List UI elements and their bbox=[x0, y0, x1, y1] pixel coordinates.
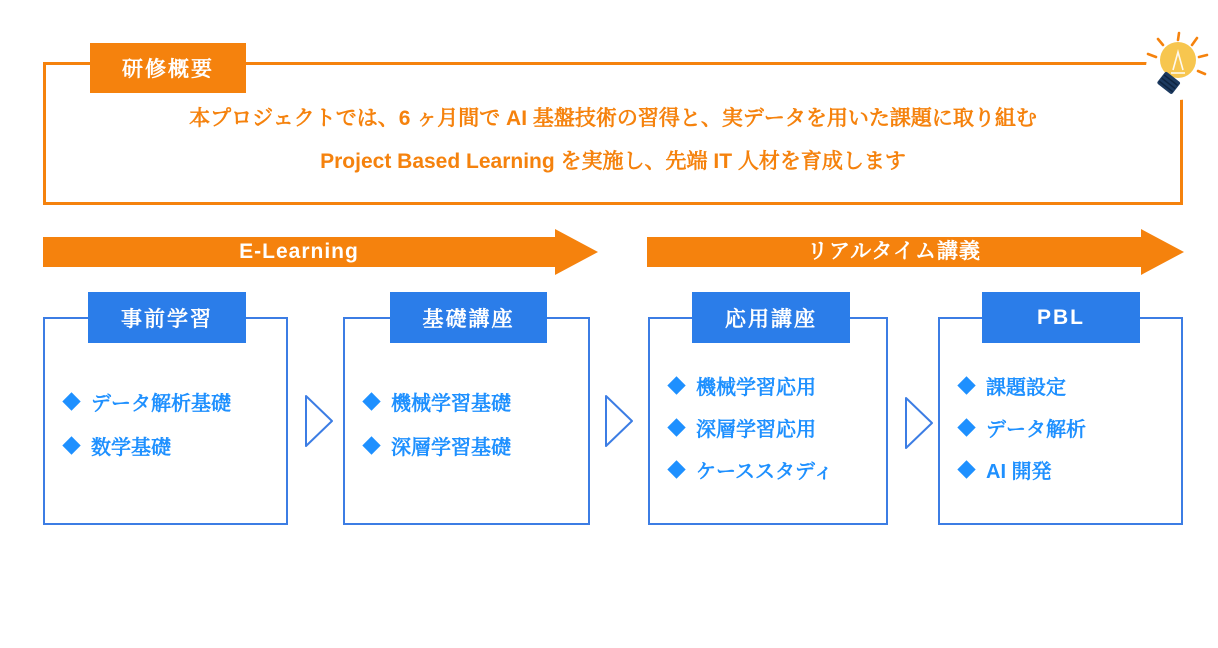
course-header-applied: 応用講座 bbox=[692, 292, 850, 343]
course-item-list bbox=[650, 319, 886, 490]
course-item-label: 機械学習基礎 bbox=[391, 392, 511, 415]
course-box-pre-learning bbox=[43, 317, 288, 525]
diamond-bullet-icon bbox=[362, 392, 380, 410]
course-item-label: 数学基礎 bbox=[91, 436, 171, 459]
course-item-label: ケーススタディ bbox=[696, 460, 834, 483]
list-item bbox=[940, 406, 1181, 448]
course-item-label: 深層学習基礎 bbox=[391, 436, 511, 459]
banner-label-elearning: E-Learning bbox=[239, 240, 359, 263]
diamond-bullet-icon bbox=[667, 460, 685, 478]
overview-label: 研修概要 bbox=[90, 43, 246, 93]
diamond-bullet-icon bbox=[62, 392, 80, 410]
course-item-label: 深層学習応用 bbox=[696, 418, 816, 441]
flow-arrow-icon bbox=[303, 393, 335, 449]
course-header-pbl: PBL bbox=[982, 292, 1140, 343]
course-item-label: データ解析 bbox=[986, 418, 1086, 441]
course-item-list bbox=[940, 319, 1181, 490]
list-item bbox=[940, 448, 1181, 490]
list-item bbox=[940, 364, 1181, 406]
lightbulb-icon bbox=[1138, 28, 1216, 104]
list-item bbox=[650, 364, 886, 406]
course-box-applied bbox=[648, 317, 888, 525]
diamond-bullet-icon bbox=[957, 460, 975, 478]
course-item-label: 課題設定 bbox=[986, 376, 1066, 399]
overview-line-1: 本プロジェクトでは、6 ヶ月間で AI 基盤技術の習得と、実データを用いた課題に取り組む bbox=[189, 107, 1037, 130]
list-item bbox=[650, 448, 886, 490]
list-item bbox=[650, 406, 886, 448]
overview-line-2: Project Based Learning を実施し、先端 IT 人材を育成します bbox=[320, 150, 906, 173]
diamond-bullet-icon bbox=[957, 418, 975, 436]
course-item-label: AI 開発 bbox=[986, 460, 1052, 483]
diamond-bullet-icon bbox=[62, 436, 80, 454]
overview-description bbox=[43, 97, 1183, 183]
list-item bbox=[345, 423, 588, 467]
diamond-bullet-icon bbox=[362, 436, 380, 454]
list-item bbox=[45, 379, 286, 423]
course-item-label: データ解析基礎 bbox=[91, 392, 231, 415]
course-box-pbl bbox=[938, 317, 1183, 525]
course-box-basic bbox=[343, 317, 590, 525]
list-item bbox=[345, 379, 588, 423]
flow-arrow-icon bbox=[603, 393, 635, 449]
diamond-bullet-icon bbox=[667, 376, 685, 394]
diamond-bullet-icon bbox=[957, 376, 975, 394]
flow-arrow-icon bbox=[903, 395, 935, 451]
diamond-bullet-icon bbox=[667, 418, 685, 436]
course-header-basic: 基礎講座 bbox=[390, 292, 547, 343]
list-item bbox=[45, 423, 286, 467]
banner-label-realtime: リアルタイム講義 bbox=[807, 240, 981, 263]
course-item-label: 機械学習応用 bbox=[696, 376, 816, 399]
course-header-pre-learning: 事前学習 bbox=[88, 292, 246, 343]
